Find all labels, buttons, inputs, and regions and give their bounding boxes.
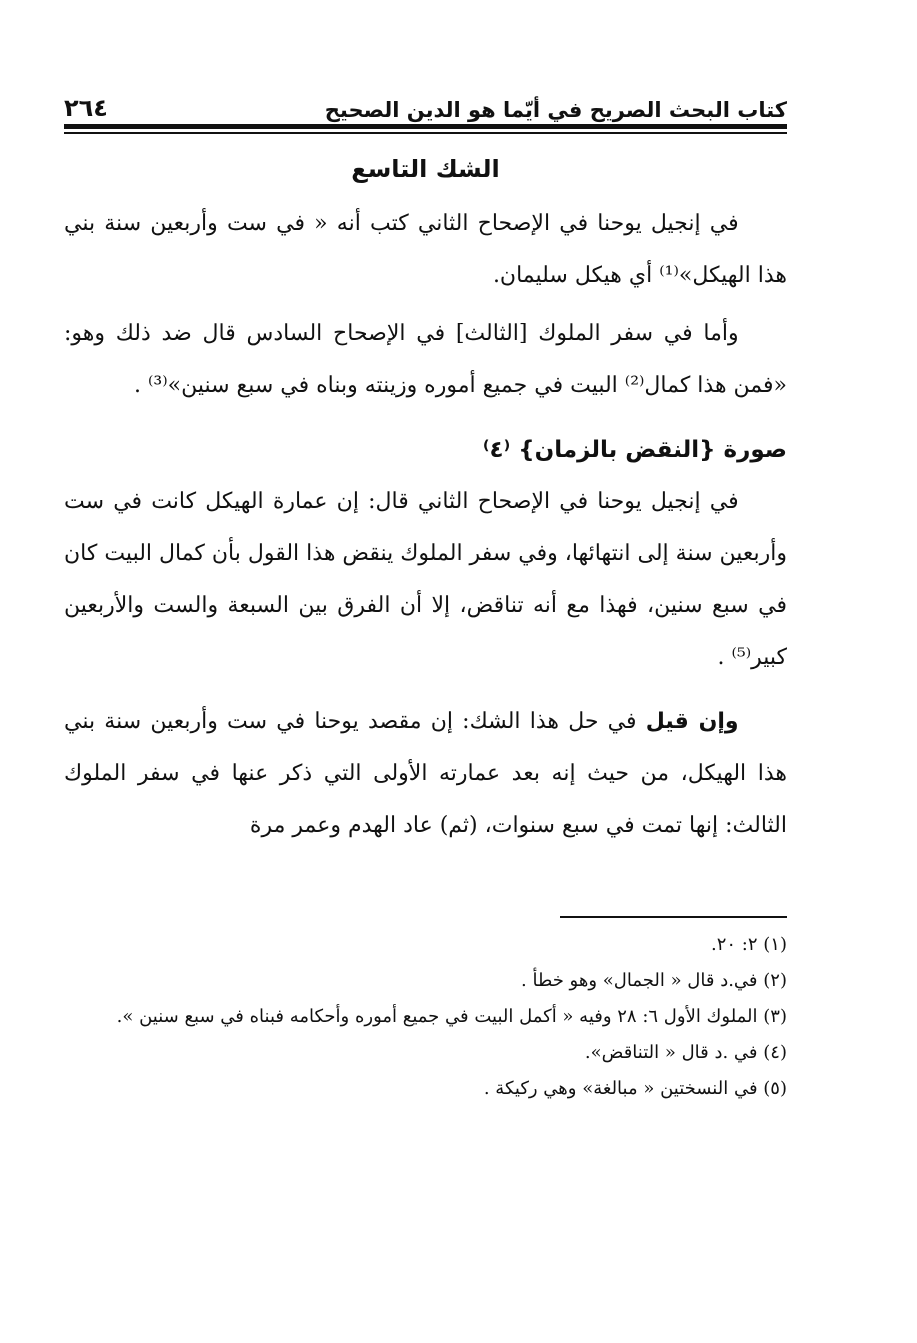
page-number: ٢٦٤ xyxy=(64,94,108,122)
section-heading: الشك التاسع xyxy=(351,155,500,183)
main-text xyxy=(64,140,787,864)
header-rule-thick xyxy=(64,124,787,129)
footnote-3: (٣) الملوك الأول ٦: ٢٨ وفيه « أكمل البيت في جميع أموره وأحكامه فبناه في سبع سنين ». xyxy=(116,1006,787,1027)
footnote-4: (٤) في .د قال « التناقض». xyxy=(584,1042,787,1063)
paragraph-4-lead: وإن قيل xyxy=(645,709,739,734)
paragraph-1: في إنجيل يوحنا في الإصحاح الثاني كتب أنه « في ست وأربعين سنة بني هذا الهيكل»⁽¹⁾ أي هيكل سليمان. xyxy=(64,211,787,288)
header-rule-thin xyxy=(64,132,787,134)
paragraph-4-text: في حل هذا الشك: إن مقصد يوحنا في ست وأربعين سنة بني هذا الهيكل، من حيث إنه بعد عمارته الأولى التي ذكر عنها في سفر الملوك الثالث: إنها تمت في سبع سنوات، (ثم) عاد الهدم وعمر مرة xyxy=(64,709,787,838)
running-header xyxy=(64,86,787,122)
subheading: صورة {النقض بالزمان} ⁽٤⁾ xyxy=(482,437,787,463)
paragraph-4 xyxy=(64,696,787,852)
paragraph-3: في إنجيل يوحنا في الإصحاح الثاني قال: إن عمارة الهيكل كانت في ست وأربعين سنة إلى انتهائها، وفي سفر الملوك ينقض هذا القول بأن كمال البيت كان في سبع سنين، فهذا مع أنه تناقض، إلا أن الفرق بين السبعة والست والأربعين كبير⁽⁵⁾ . xyxy=(64,489,787,670)
footnote-5: (٥) في النسختين « مبالغة» وهي ركيكة . xyxy=(483,1078,787,1099)
book-title: كتاب البحث الصريح في أيّما هو الدين الصحيح xyxy=(324,98,787,122)
footnote-separator xyxy=(560,916,787,918)
footnote-2: (٢) في.د قال « الجمال» وهو خطأ . xyxy=(521,970,787,991)
paragraph-2: وأما في سفر الملوك [الثالث] في الإصحاح السادس قال ضد ذلك وهو: «فمن هذا كمال⁽²⁾ البيت في جميع أموره وزينته وبناه في سبع سنين»⁽³⁾ . xyxy=(64,321,787,398)
footnotes xyxy=(64,928,787,1108)
footnote-1: (١) ٢: ٢٠. xyxy=(711,934,787,955)
